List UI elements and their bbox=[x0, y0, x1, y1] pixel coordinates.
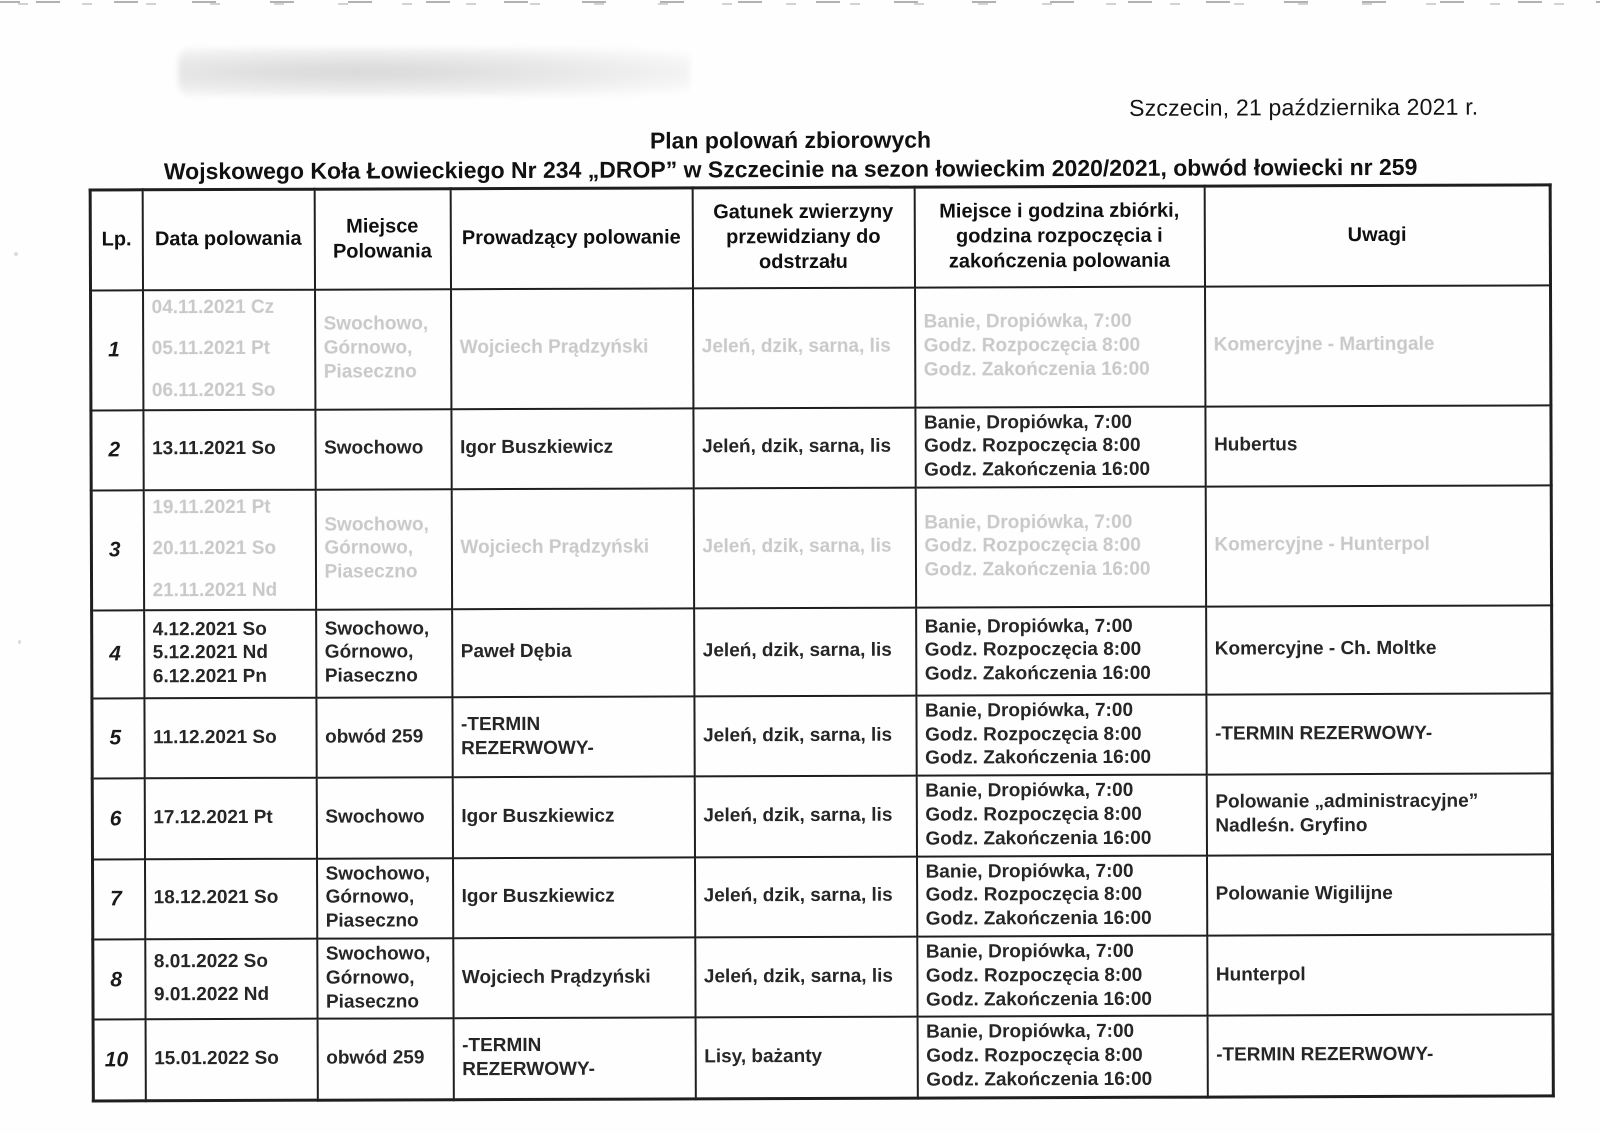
species-text: Jeleń, dzik, sarna, lis bbox=[702, 536, 892, 558]
notes-line: Komercyjne - Ch. Moltke bbox=[1214, 638, 1437, 661]
cell-species bbox=[694, 607, 916, 696]
notes-line: Komercyjne - Martingale bbox=[1213, 333, 1435, 356]
place-line: Piaseczno bbox=[325, 910, 419, 932]
assembly-line: Godz. Zakończenia 16:00 bbox=[924, 458, 1151, 481]
cell-assembly bbox=[917, 1016, 1207, 1098]
header-row bbox=[90, 185, 1550, 290]
date-line: 18.12.2021 So bbox=[153, 887, 279, 909]
cell-notes bbox=[1206, 605, 1552, 694]
date-line: 05.11.2021 Pt bbox=[151, 337, 271, 360]
assembly-line: Banie, Dropiówka, 7:00 bbox=[925, 780, 1134, 802]
place-line: Górnowo, bbox=[325, 967, 415, 989]
notes-line: Hunterpol bbox=[1215, 964, 1306, 986]
cell-notes bbox=[1205, 285, 1551, 406]
table-row bbox=[91, 405, 1551, 490]
place-line: Piaseczno bbox=[324, 665, 418, 687]
assembly-line: Godz. Rozpoczęcia 8:00 bbox=[924, 639, 1142, 662]
assembly-line: Godz. Zakończenia 16:00 bbox=[924, 663, 1151, 685]
place-line: Piaseczno bbox=[324, 561, 418, 583]
date-line: 20.11.2021 So bbox=[152, 538, 277, 560]
document-title: Plan polowań zbiorowych bbox=[649, 126, 932, 154]
date-line: 17.12.2021 Pt bbox=[153, 806, 273, 829]
dateline: Szczecin, 21 października 2021 r. bbox=[1129, 93, 1479, 121]
cell-assembly bbox=[915, 406, 1205, 487]
cell-assembly bbox=[916, 775, 1206, 856]
place-lines bbox=[326, 943, 444, 1014]
notes-line: -TERMIN REZERWOWY- bbox=[1215, 722, 1433, 745]
cell-place bbox=[315, 489, 451, 609]
cell-notes bbox=[1206, 693, 1552, 775]
assembly-line: Godz. Rozpoczęcia 8:00 bbox=[924, 535, 1141, 558]
assembly-line: Banie, Dropiówka, 7:00 bbox=[925, 860, 1134, 883]
leader-line: -TERMIN bbox=[462, 1035, 542, 1057]
assembly-lines bbox=[925, 700, 1197, 771]
date-lines bbox=[153, 618, 307, 689]
cell-notes bbox=[1206, 854, 1552, 936]
date-line: 5.12.2021 Nd bbox=[152, 642, 268, 664]
assembly-line: Godz. Rozpoczęcia 8:00 bbox=[925, 884, 1143, 907]
cell-date bbox=[143, 289, 315, 410]
place-line: Swochowo, bbox=[323, 313, 429, 335]
leader-line: Igor Buszkiewicz bbox=[461, 886, 615, 908]
assembly-line: Godz. Zakończenia 16:00 bbox=[926, 1068, 1153, 1091]
cell-species bbox=[695, 937, 917, 1018]
cell-lp: 5 bbox=[92, 698, 144, 779]
cell-lp: 3 bbox=[91, 490, 143, 610]
assembly-line: Godz. Rozpoczęcia 8:00 bbox=[925, 723, 1142, 746]
column-header-place: Miejsce Polowania bbox=[314, 189, 450, 289]
place-line: Górnowo, bbox=[324, 641, 414, 664]
cell-lp: 10 bbox=[93, 1020, 145, 1101]
date-line: 19.11.2021 Pt bbox=[152, 496, 271, 519]
assembly-lines bbox=[925, 780, 1197, 851]
cell-leader bbox=[452, 608, 694, 697]
cell-date bbox=[144, 698, 316, 779]
cell-place bbox=[316, 858, 452, 939]
assembly-lines bbox=[926, 941, 1198, 1012]
column-header-species: Gatunek zwierzyny przewidziany do odstrzału bbox=[692, 187, 914, 288]
cell-species bbox=[693, 407, 915, 488]
cell-leader bbox=[451, 288, 693, 409]
date-line: 4.12.2021 So bbox=[152, 618, 267, 640]
cell-assembly bbox=[916, 694, 1206, 775]
table-row bbox=[91, 285, 1551, 410]
leader-line: Igor Buszkiewicz bbox=[461, 805, 615, 828]
cell-date bbox=[144, 610, 316, 699]
species-text: Jeleń, dzik, sarna, lis bbox=[703, 965, 893, 988]
cell-species bbox=[693, 287, 915, 408]
place-line: Górnowo, bbox=[323, 337, 413, 359]
leader-line: Paweł Dębia bbox=[460, 641, 572, 663]
assembly-lines bbox=[924, 311, 1196, 382]
cell-place bbox=[317, 938, 453, 1019]
column-header-notes: Uwagi bbox=[1204, 185, 1550, 286]
leader-line: REZERWOWY- bbox=[462, 1058, 595, 1081]
table-row bbox=[92, 693, 1552, 778]
notes-line: Polowanie „administracyjne” bbox=[1215, 790, 1479, 813]
place-lines bbox=[326, 863, 444, 934]
cell-date bbox=[144, 778, 316, 859]
table-row bbox=[92, 605, 1552, 698]
table-row bbox=[92, 854, 1552, 939]
date-line: 11.12.2021 So bbox=[153, 726, 277, 748]
assembly-line: Godz. Zakończenia 16:00 bbox=[924, 559, 1151, 581]
assembly-line: Godz. Zakończenia 16:00 bbox=[925, 988, 1152, 1011]
species-text: Jeleń, dzik, sarna, lis bbox=[703, 804, 893, 827]
cell-assembly bbox=[915, 486, 1205, 607]
assembly-line: Godz. Zakończenia 16:00 bbox=[923, 358, 1150, 381]
cell-lp: 7 bbox=[92, 859, 144, 940]
column-header-lp: Lp. bbox=[90, 190, 142, 290]
place-lines bbox=[324, 514, 442, 585]
leader-line: REZERWOWY- bbox=[461, 737, 594, 759]
cell-notes bbox=[1205, 405, 1551, 487]
date-line: 6.12.2021 Pn bbox=[152, 666, 267, 688]
cell-lp: 8 bbox=[93, 939, 145, 1020]
cell-place bbox=[316, 697, 452, 778]
column-header-leader: Prowadzący polowanie bbox=[450, 188, 692, 289]
scan-edge-artifact bbox=[0, 0, 1600, 5]
cell-notes bbox=[1207, 1015, 1553, 1097]
cell-place bbox=[317, 1019, 453, 1100]
place-line: obwód 259 bbox=[326, 1047, 425, 1069]
leader-line: Wojciech Prądzyński bbox=[461, 966, 651, 989]
species-text: Jeleń, dzik, sarna, lis bbox=[703, 885, 893, 907]
notes-line: Polowanie Wigilijne bbox=[1215, 883, 1393, 906]
leader-line: Igor Buszkiewicz bbox=[460, 436, 614, 459]
cell-assembly bbox=[916, 606, 1206, 695]
table-row bbox=[93, 934, 1553, 1019]
notes-line: Hubertus bbox=[1214, 434, 1298, 456]
cell-leader bbox=[452, 857, 694, 938]
notes-line: -TERMIN REZERWOWY- bbox=[1216, 1044, 1434, 1066]
cell-lp: 2 bbox=[91, 410, 143, 491]
cell-leader bbox=[453, 937, 695, 1018]
assembly-line: Banie, Dropiówka, 7:00 bbox=[923, 311, 1132, 333]
cell-date bbox=[145, 1019, 317, 1100]
cell-species bbox=[695, 1017, 917, 1099]
date-line: 9.01.2022 Nd bbox=[153, 984, 270, 1006]
place-line: Swochowo, bbox=[324, 617, 430, 640]
date-line: 04.11.2021 Cz bbox=[151, 296, 275, 318]
assembly-lines bbox=[926, 860, 1198, 931]
leader-line: Wojciech Prądzyński bbox=[460, 537, 650, 559]
assembly-line: Godz. Rozpoczęcia 8:00 bbox=[923, 334, 1141, 357]
date-lines bbox=[154, 951, 308, 1008]
assembly-line: Godz. Rozpoczęcia 8:00 bbox=[925, 964, 1143, 987]
assembly-line: Godz. Zakończenia 16:00 bbox=[925, 827, 1152, 850]
column-header-date: Data polowania bbox=[142, 189, 314, 290]
cell-place bbox=[316, 609, 452, 697]
notes-lines bbox=[1215, 791, 1543, 839]
species-text: Jeleń, dzik, sarna, lis bbox=[702, 435, 892, 458]
cell-species bbox=[694, 856, 916, 937]
place-line: Górnowo, bbox=[324, 537, 414, 560]
assembly-line: Banie, Dropiówka, 7:00 bbox=[924, 615, 1133, 638]
cell-leader bbox=[451, 408, 693, 489]
leader-line: -TERMIN bbox=[460, 713, 541, 735]
cell-notes bbox=[1206, 774, 1552, 856]
assembly-line: Godz. Zakończenia 16:00 bbox=[925, 747, 1152, 770]
table-row bbox=[92, 774, 1552, 859]
assembly-line: Banie, Dropiówka, 7:00 bbox=[924, 511, 1133, 534]
assembly-lines bbox=[924, 511, 1196, 582]
cell-place bbox=[315, 409, 451, 490]
place-lines bbox=[324, 314, 442, 385]
place-lines bbox=[325, 618, 443, 689]
table-row bbox=[93, 1015, 1553, 1101]
leader-lines bbox=[461, 713, 685, 760]
species-text: Jeleń, dzik, sarna, lis bbox=[702, 640, 892, 662]
species-text: Jeleń, dzik, sarna, lis bbox=[703, 724, 893, 747]
assembly-line: Godz. Zakończenia 16:00 bbox=[925, 908, 1152, 930]
cell-date bbox=[143, 490, 315, 611]
assembly-lines bbox=[926, 1021, 1198, 1092]
assembly-lines bbox=[924, 411, 1196, 482]
assembly-line: Godz. Rozpoczęcia 8:00 bbox=[924, 435, 1141, 457]
cell-leader bbox=[453, 1018, 695, 1100]
cell-leader bbox=[452, 777, 694, 858]
place-line: Swochowo, bbox=[325, 862, 431, 885]
cell-date bbox=[143, 409, 315, 490]
place-line: Piaseczno bbox=[325, 990, 419, 1013]
table-row bbox=[91, 485, 1551, 610]
scan-speck bbox=[14, 252, 18, 256]
date-lines bbox=[152, 497, 306, 604]
assembly-line: Banie, Dropiówka, 7:00 bbox=[924, 699, 1134, 722]
cell-species bbox=[693, 487, 915, 608]
cell-species bbox=[694, 776, 916, 857]
document-subtitle: Wojskowego Koła Łowieckiego Nr 234 „DROP” w Szczecinie na sezon łowieckim 2020/2021, obwód łowiecki nr 259 bbox=[163, 153, 1418, 185]
assembly-line: Banie, Dropiówka, 7:00 bbox=[926, 1021, 1135, 1044]
notes-line: Nadleśn. Gryfino bbox=[1215, 814, 1368, 837]
cell-assembly bbox=[915, 286, 1205, 407]
cell-place bbox=[316, 778, 452, 859]
date-line: 13.11.2021 So bbox=[152, 438, 276, 460]
cell-assembly bbox=[917, 936, 1207, 1017]
leader-lines bbox=[462, 1035, 686, 1082]
cell-lp: 1 bbox=[91, 290, 143, 410]
place-line: Swochowo, bbox=[325, 943, 431, 965]
place-line: Piaseczno bbox=[323, 361, 417, 383]
place-line: Swochowo, bbox=[324, 513, 429, 536]
hunting-plan-table bbox=[89, 183, 1555, 1102]
assembly-line: Godz. Rozpoczęcia 8:00 bbox=[925, 803, 1142, 826]
place-line: Swochowo bbox=[325, 806, 425, 828]
cell-place bbox=[315, 289, 451, 409]
assembly-line: Godz. Rozpoczęcia 8:00 bbox=[926, 1045, 1143, 1067]
cell-notes bbox=[1207, 934, 1553, 1016]
cell-lp: 6 bbox=[92, 779, 144, 860]
leader-line: Wojciech Prądzyński bbox=[459, 336, 649, 359]
cell-leader bbox=[452, 696, 694, 777]
species-text: Jeleń, dzik, sarna, lis bbox=[701, 335, 891, 358]
place-line: Górnowo, bbox=[325, 886, 415, 909]
cell-date bbox=[145, 939, 317, 1020]
date-line: 06.11.2021 So bbox=[151, 379, 276, 401]
place-line: Swochowo bbox=[324, 437, 424, 459]
cell-assembly bbox=[916, 855, 1206, 936]
scan-smudge-artifact bbox=[178, 48, 690, 96]
date-line: 8.01.2022 So bbox=[153, 951, 268, 973]
notes-line: Komercyjne - Hunterpol bbox=[1214, 534, 1430, 557]
cell-species bbox=[694, 695, 916, 776]
cell-notes bbox=[1205, 485, 1551, 606]
place-line: obwód 259 bbox=[325, 726, 424, 748]
species-text: Lisy, bażanty bbox=[704, 1046, 823, 1068]
date-lines bbox=[152, 296, 306, 403]
cell-leader bbox=[451, 488, 693, 609]
cell-date bbox=[144, 858, 316, 939]
assembly-line: Banie, Dropiówka, 7:00 bbox=[923, 411, 1133, 434]
assembly-lines bbox=[925, 615, 1197, 686]
date-line: 15.01.2022 So bbox=[154, 1048, 279, 1070]
date-line: 21.11.2021 Nd bbox=[152, 579, 278, 602]
column-header-assembly: Miejsce i godzina zbiórki, godzina rozpoczęcia i zakończenia polowania bbox=[914, 186, 1204, 287]
scan-speck bbox=[18, 640, 21, 644]
assembly-line: Banie, Dropiówka, 7:00 bbox=[925, 940, 1134, 963]
cell-lp: 4 bbox=[92, 610, 144, 698]
